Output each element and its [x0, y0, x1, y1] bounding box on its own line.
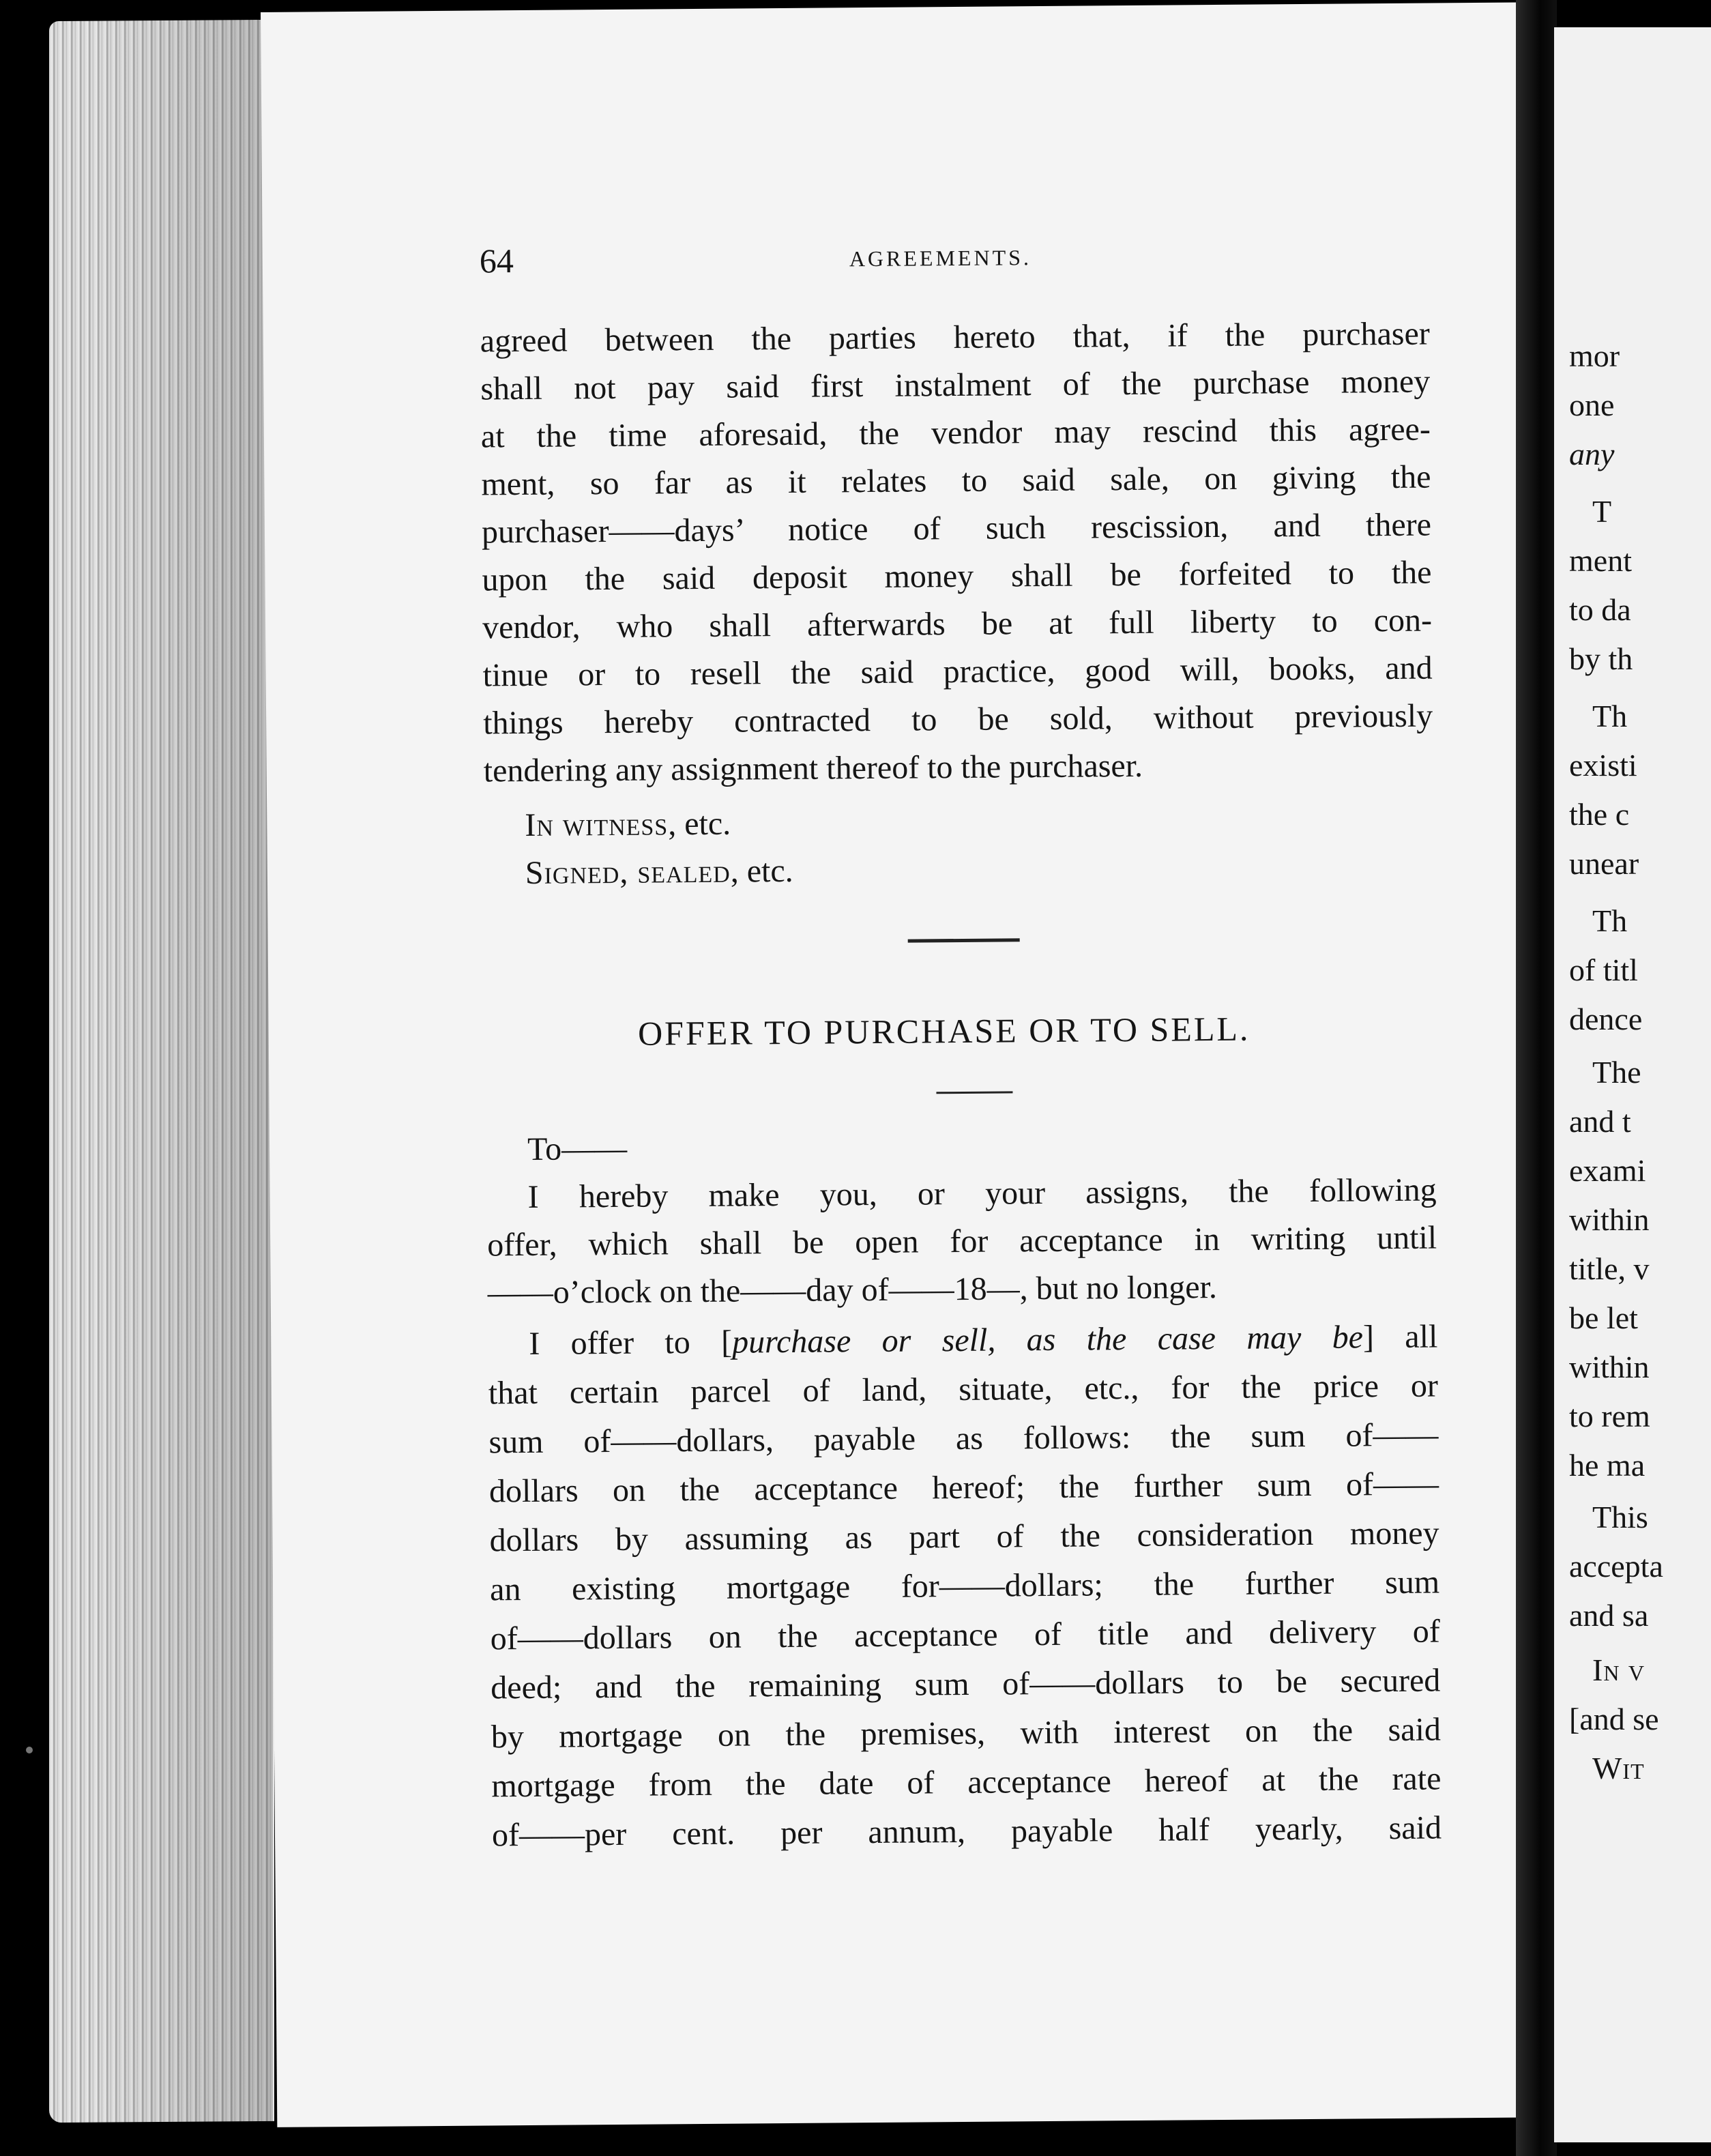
facing-page — [1554, 27, 1711, 2142]
section-rule-top — [908, 938, 1020, 942]
facing-line: and t — [1569, 1104, 1631, 1139]
scan-speck — [26, 1747, 33, 1753]
facing-line: ment — [1569, 543, 1632, 578]
text-line-first — [529, 1317, 1437, 1365]
facing-line: T — [1592, 494, 1612, 529]
facing-line: Th — [1592, 903, 1628, 938]
facing-line: to rem — [1569, 1399, 1650, 1433]
facing-line: within — [1569, 1202, 1650, 1237]
facing-line: title, v — [1569, 1251, 1650, 1286]
text-line: ——o’clock on the——day of——18—, but no longer. — [487, 1269, 1218, 1311]
facing-line: the c — [1569, 797, 1630, 832]
page-number: 64 — [479, 242, 514, 280]
facing-line: The — [1592, 1055, 1641, 1090]
facing-line: within — [1569, 1350, 1650, 1384]
text-line: purchaser——days’ notice of such rescission, and there — [481, 506, 1432, 551]
text-line: agreed between the parties hereto that, if the purchaser — [480, 315, 1430, 360]
facing-line: and sa — [1569, 1598, 1649, 1633]
text-run: ] all — [1362, 1318, 1438, 1356]
facing-line: accepta — [1569, 1549, 1663, 1584]
section-title: OFFER TO PURCHASE OR TO SELL. — [637, 1009, 1251, 1053]
facing-line: one — [1569, 388, 1615, 422]
text-line: ment, so far as it relates to said sale, on giving the — [481, 458, 1431, 503]
page-header — [263, 220, 1532, 285]
text-line: sum of——dollars, payable as follows: the sum of—— — [488, 1416, 1439, 1461]
facing-line: dence — [1569, 1002, 1643, 1036]
salutation: To—— — [527, 1130, 628, 1167]
signed-rest: , etc. — [730, 852, 793, 890]
facing-line: of titl — [1569, 952, 1638, 987]
text-line: dollars on the acceptance hereof; the further sum of—— — [488, 1466, 1439, 1510]
facing-line: exami — [1569, 1153, 1646, 1188]
text-line: offer, which shall be open for acceptance in writing until — [486, 1219, 1437, 1264]
book-page — [261, 2, 1546, 2127]
facing-line: be let — [1569, 1300, 1638, 1335]
text-line: mortgage from the date of acceptance hereof at the rate — [491, 1760, 1442, 1805]
text-line: things hereby contracted to be sold, without previously — [482, 697, 1433, 742]
facing-line: mor — [1569, 338, 1620, 373]
text-line: an existing mortgage for——dollars; the further sum — [489, 1564, 1440, 1608]
facing-line: In v — [1592, 1652, 1646, 1687]
signed-caps: Signed, sealed — [525, 853, 731, 891]
text-line: of——per cent. per annum, payable half yearly, said — [491, 1809, 1442, 1854]
facing-line: [and se — [1569, 1702, 1659, 1736]
text-line: I hereby make you, or your assigns, the following — [527, 1171, 1437, 1215]
text-line: that certain parcel of land, situate, etc., for the price or — [488, 1367, 1439, 1412]
text-run: I offer to [ — [529, 1324, 733, 1362]
in-witness-rest: , etc. — [668, 805, 731, 843]
text-line: shall not pay said first instalment of the purchase money — [480, 363, 1431, 407]
facing-line: existi — [1569, 748, 1637, 783]
text-line: tendering any assignment thereof to the purchaser. — [483, 747, 1143, 789]
text-line: deed; and the remaining sum of——dollars to be secured — [491, 1662, 1441, 1706]
text-line: of——dollars on the acceptance of title and delivery of — [490, 1613, 1440, 1657]
facing-line: to da — [1569, 592, 1631, 627]
italic-run: purchase or sell, as the case may be — [731, 1319, 1364, 1360]
facing-line: unear — [1569, 846, 1639, 881]
text-line: at the time aforesaid, the vendor may rescind this agree- — [480, 411, 1431, 455]
in-witness-line — [525, 798, 1433, 846]
text-line: dollars by assuming as part of the consideration money — [489, 1515, 1439, 1559]
text-line: upon the said deposit money shall be forfeited to the — [482, 554, 1432, 598]
in-witness-caps: In witness — [525, 806, 669, 843]
book-gutter — [1516, 0, 1557, 2156]
text-line: by mortgage on the premises, with interest on the said — [491, 1711, 1442, 1756]
facing-line: This — [1592, 1500, 1648, 1534]
text-line: vendor, who shall afterwards be at full liberty to con- — [482, 602, 1433, 646]
running-head: AGREEMENTS. — [849, 245, 1032, 272]
facing-line: he ma — [1569, 1448, 1646, 1483]
page-edges-shadow — [96, 7, 273, 2129]
section-rule-bottom — [936, 1091, 1012, 1094]
facing-line: Th — [1592, 699, 1628, 733]
signed-line — [525, 846, 1434, 894]
facing-line: by th — [1569, 641, 1633, 676]
text-line: tinue or to resell the said practice, good will, books, and — [482, 650, 1433, 694]
facing-line: Wit — [1592, 1751, 1645, 1786]
facing-line: any — [1569, 437, 1615, 471]
